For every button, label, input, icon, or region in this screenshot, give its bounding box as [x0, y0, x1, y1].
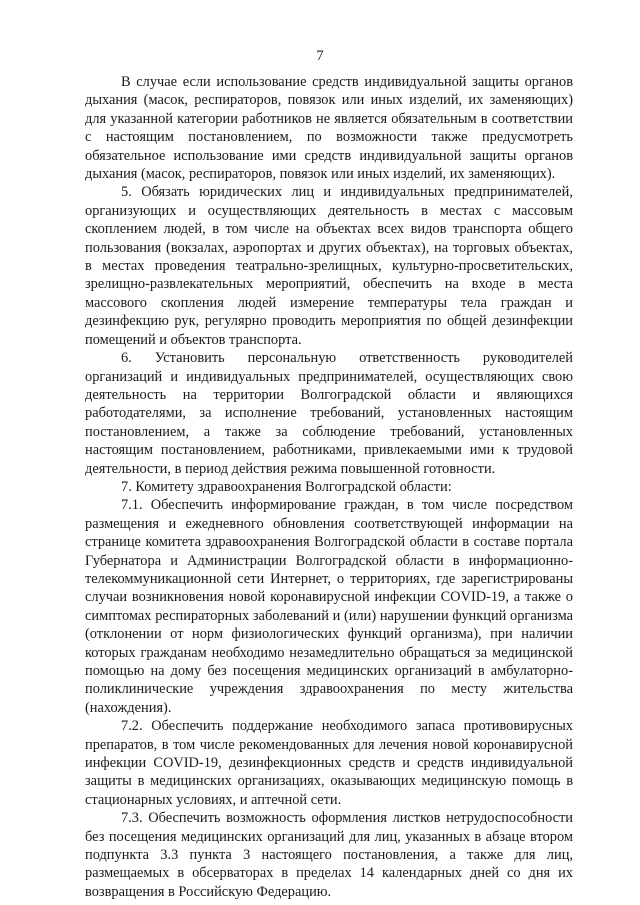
paragraph-item-6: 6. Установить персональную ответственность руководителей организаций и индивидуальных предпринимателей, осуществляющих свою деятельность на территории Волгоградской области и являющихся работодателями, за исполнение требований, установленных настоящим постановлением, а также за соблюдение требований, установленных настоящим постановлением, работниками, привлекаемыми ими к трудовой деятельности, в период действия режима повышенной готовности. — [85, 350, 573, 477]
paragraph-item-5: 5. Обязать юридических лиц и индивидуальных предпринимателей, организующих и осуществляющих деятельность в местах с массовым скоплением людей, в том числе на объектах всех видов транспорта общего пользования (вокзалах, аэропортах и других объектах), на торговых объектах, в местах проведения театрально-зрелищных, культурно-просветительских, зрелищно-развлекательных мероприятий, обеспечить на входе в места массового скопления людей измерение температуры тела граждан и дезинфекцию рук, регулярно проводить мероприятия по общей дезинфекции помещений и объектов транспорта. — [85, 184, 573, 348]
paragraph-item-7-2: 7.2. Обеспечить поддержание необходимого запаса противовирусных препаратов, в том числе рекомендованных для лечения новой коронавирусной инфекции COVID-19, дезинфекционных средств и средств индивидуальной защиты в медицинских организациях, оказывающих медицинскую помощь в стационарных условиях, и аптечной сети. — [85, 718, 573, 808]
paragraph-item-7-1: 7.1. Обеспечить информирование граждан, в том числе посредством размещения и ежедневного обновления соответствующей информации на странице комитета здравоохранения Волгоградской области в составе портала Губернатора и Администрации Волгоградской области в информационно-телекоммуникационной сети Интернет, о территориях, где зарегистрированы случаи возникновения новой коронавирусной инфекции COVID-19, а также о симптомах респираторных заболеваний и (или) нарушении функций организма (отклонении от норм физиологических функций организма), при наличии которых гражданам необходимо незамедлительно обращаться за медицинской помощью на дому без посещения медицинских организаций в амбулаторно-поликлинические учреждения здравоохранения по месту жительства (нахождения). — [85, 497, 573, 716]
page-number: 7 — [316, 48, 324, 64]
paragraph-ppe-usage: В случае если использование средств индивидуальной защиты органов дыхания (масок, респираторов, повязок или иных изделий, их заменяющих) для указанной категории работников не является обязательным в соответствии с настоящим постановлением, по возможности также предусмотреть обязательное использование ими средств индивидуальной защиты органов дыхания (масок, респираторов, повязок или иных изделий, их заменяющих). — [85, 74, 573, 183]
document-body — [85, 73, 573, 901]
paragraph-item-7-3: 7.3. Обеспечить возможность оформления листков нетрудоспособности без посещения медицинских организаций для лиц, указанных в абзаце втором подпункта 3.3 пункта 3 настоящего постановления, а также для лиц, размещаемых в обсерваторах в пределах 14 календарных дней со дня их возвращения в Российскую Федерацию. — [85, 810, 573, 900]
paragraph-item-7: 7. Комитету здравоохранения Волгоградской области: — [121, 478, 452, 495]
